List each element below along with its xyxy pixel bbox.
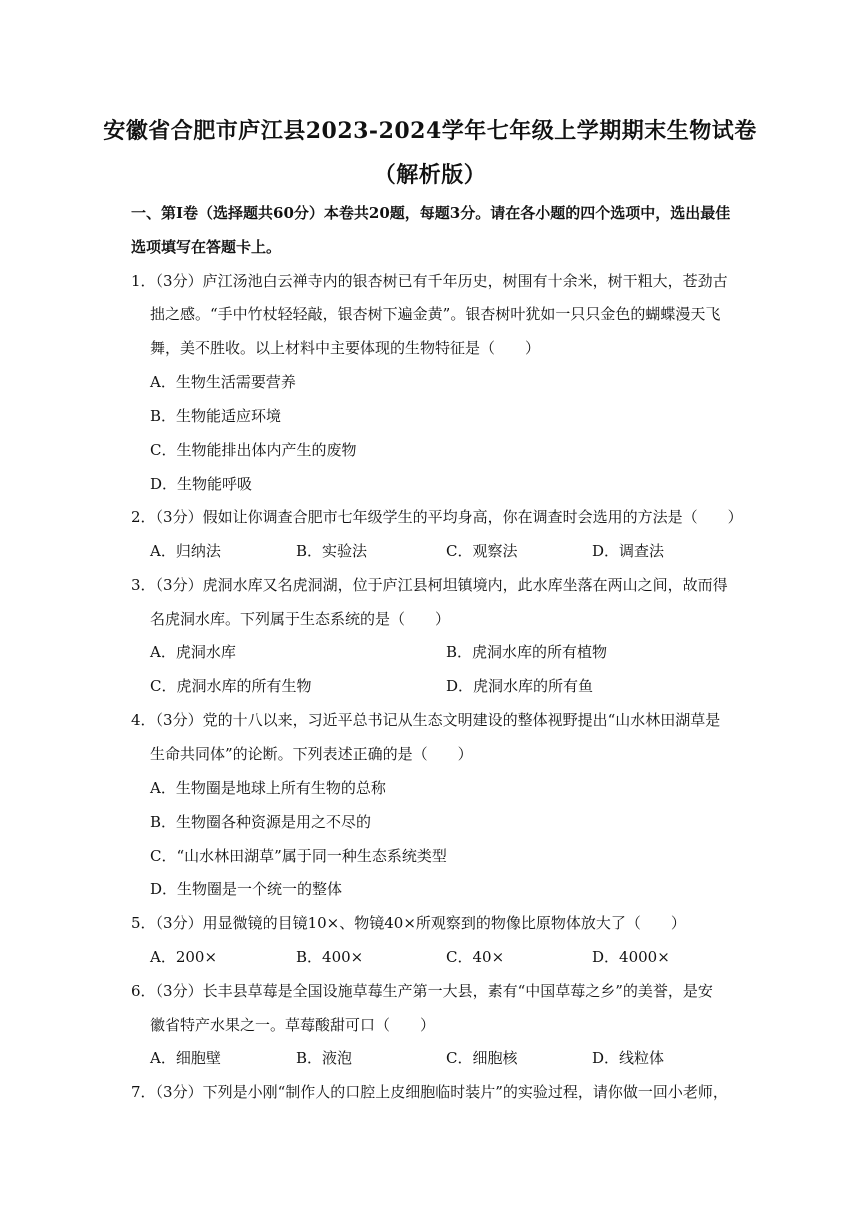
question-1-line-2: 拙之感。“手中竹杖轻轻敲，银杏树下遍金黄”。银杏树叶犹如一只只金色的蝴蝶漫天飞 — [150, 305, 721, 323]
question-1-option-a: A．生物生活需要营养 — [150, 373, 296, 391]
question-5-option-b: B．400× — [296, 948, 364, 966]
question-6-line-1: 6．（3分）长丰县草莓是全国设施草莓生产第一大县，素有“中国草莓之乡”的美誉，是安 — [131, 982, 713, 1000]
question-4-line-1: 4．（3分）党的十八以来，习近平总书记从生态文明建设的整体视野提出“山水林田湖草是 — [131, 711, 721, 729]
question-3-option-b: B．虎洞水库的所有植物 — [446, 643, 608, 661]
question-6-line-2: 徽省特产水果之一。草莓酸甜可口（ ） — [150, 1016, 436, 1034]
question-1-option-b: B．生物能适应环境 — [150, 407, 282, 425]
question-6-option-b: B．液泡 — [296, 1049, 353, 1067]
question-7-line-1: 7．（3分）下列是小刚“制作人的口腔上皮细胞临时装片”的实验过程，请你做一回小老师， — [131, 1083, 728, 1101]
question-2-line-1: 2．（3分）假如让你调查合肥市七年级学生的平均身高，你在调查时会选用的方法是（ ） — [131, 508, 743, 526]
question-3-line-2: 名虎洞水库。下列属于生态系统的是（ ） — [150, 610, 451, 628]
question-5-option-d: D．4000× — [592, 948, 670, 966]
document-title: 安徽省合肥市庐江县2023-2024学年七年级上学期期末生物试卷 — [103, 118, 757, 144]
question-6-option-d: D．线粒体 — [592, 1049, 665, 1067]
question-1-option-c: C．生物能排出体内产生的废物 — [150, 441, 357, 459]
question-4-option-d: D．生物圈是一个统一的整体 — [150, 880, 343, 898]
question-5-line-1: 5．（3分）用显微镜的目镜10×、物镜40×所观察到的物像比原物体放大了（ ） — [131, 914, 686, 932]
question-5-option-a: A．200× — [150, 948, 218, 966]
question-4-line-2: 生命共同体”的论断。下列表述正确的是（ ） — [150, 745, 473, 763]
question-2-option-b: B．实验法 — [296, 542, 368, 560]
question-4-option-c: C．“山水林田湖草”属于同一种生态系统类型 — [150, 847, 447, 865]
section-heading: 一、第Ⅰ卷（选择题共60分）本卷共20题，每题3分。请在各小题的四个选项中，选出最佳选项填写在答题卡上。 — [131, 204, 731, 256]
question-3-option-d: D．虎洞水库的所有鱼 — [446, 677, 594, 695]
question-4-option-b: B．生物圈各种资源是用之不尽的 — [150, 813, 372, 831]
question-3-line-1: 3．（3分）虎洞水库又名虎洞湖，位于庐江县柯坦镇境内，此水库坐落在两山之间，故而得 — [131, 576, 728, 594]
question-2-option-a: A．归纳法 — [150, 542, 221, 560]
question-3-option-a: A．虎洞水库 — [150, 643, 236, 661]
question-5-option-c: C．40× — [446, 948, 505, 966]
question-2-option-c: C．观察法 — [446, 542, 518, 560]
question-2-option-d: D．调查法 — [592, 542, 665, 560]
question-3-option-c: C．虎洞水库的所有生物 — [150, 677, 312, 695]
question-6-option-c: C．细胞核 — [446, 1049, 518, 1067]
document-subtitle: （解析版） — [373, 162, 487, 188]
question-4-option-a: A．生物圈是地球上所有生物的总称 — [150, 779, 386, 797]
question-6-option-a: A．细胞壁 — [150, 1049, 221, 1067]
question-1-line-1: 1．（3分）庐江汤池白云禅寺内的银杏树已有千年历史，树围有十余米，树干粗大，苍劲古 — [131, 272, 728, 290]
question-1-option-d: D．生物能呼吸 — [150, 475, 253, 493]
question-1-line-3: 舞，美不胜收。以上材料中主要体现的生物特征是（ ） — [150, 339, 541, 357]
